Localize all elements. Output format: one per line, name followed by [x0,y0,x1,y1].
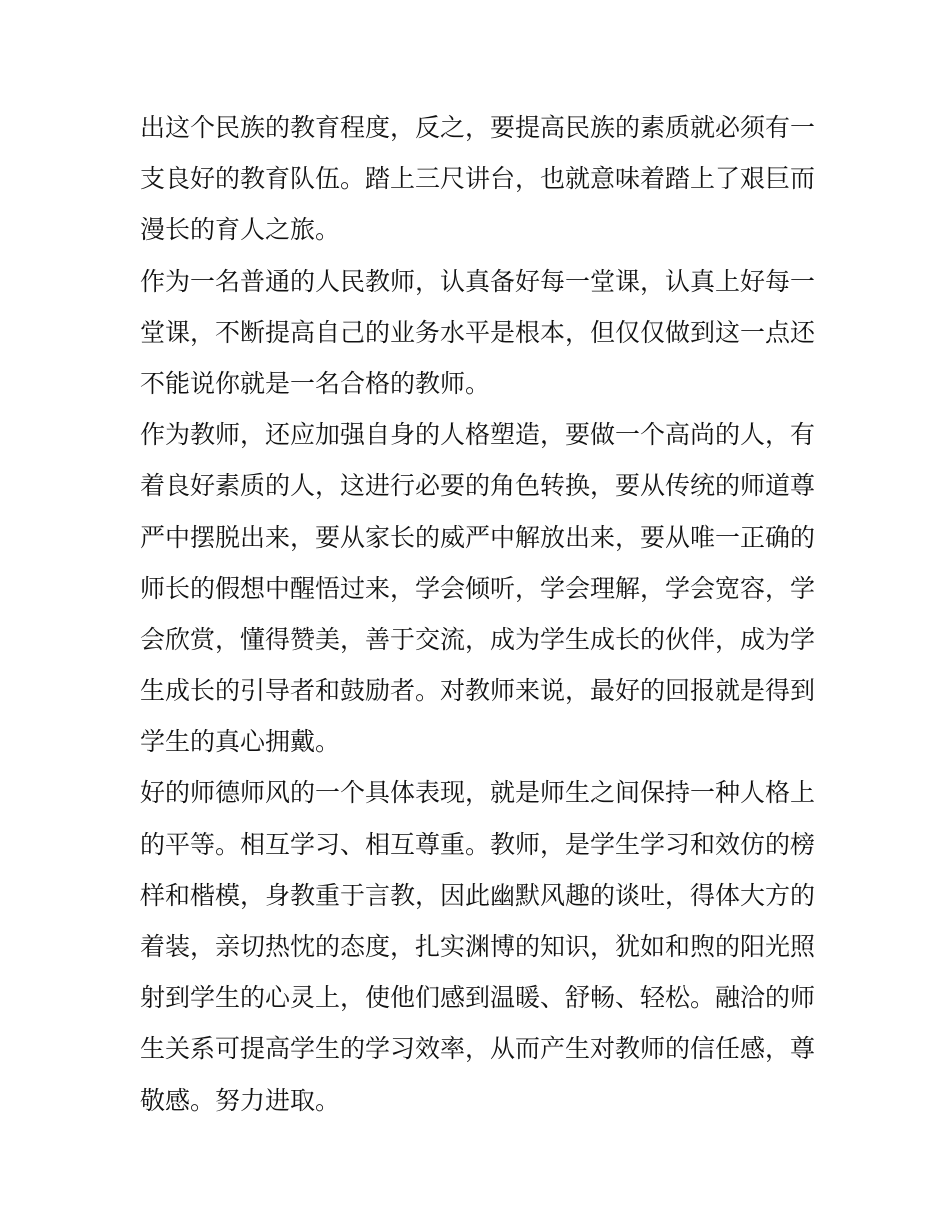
text-line: 师长的假想中醒悟过来，学会倾听，学会理解，学会宽容，学 [140,573,816,603]
text-line: 会欣赏，懂得赞美，善于交流，成为学生成长的伙伴，成为学 [140,624,816,654]
paragraph-2 [140,256,816,410]
text-line: 射到学生的心灵上，使他们感到温暖、舒畅、轻松。融洽的师 [140,983,816,1013]
text-line: 好的师德师风的一个具体表现，就是师生之间保持一种人格上 [140,778,816,808]
text-line: 作为一名普通的人民教师，认真备好每一堂课，认真上好每一 [140,266,816,296]
text-line: 的平等。相互学习、相互尊重。教师，是学生学习和效仿的榜 [140,829,816,859]
text-line: 支良好的教育队伍。踏上三尺讲台，也就意味着踏上了艰巨而 [140,164,816,194]
text-line: 严中摆脱出来，要从家长的威严中解放出来，要从唯一正确的 [140,522,816,552]
text-line: 着良好素质的人，这进行必要的角色转换，要从传统的师道尊 [140,471,816,501]
text-line: 出这个民族的教育程度，反之，要提高民族的素质就必须有一 [140,113,816,142]
text-line: 样和楷模，身教重于言教，因此幽默风趣的谈吐，得体大方的 [140,880,816,910]
text-line: 学生的真心拥戴。 [140,727,341,757]
paragraph-3 [140,409,816,767]
text-line: 生成长的引导者和鼓励者。对教师来说，最好的回报就是得到 [140,676,816,706]
paragraph-1 [140,102,816,256]
text-line: 作为教师，还应加强自身的人格塑造，要做一个高尚的人，有 [140,420,816,450]
text-line: 敬感。努力进取。 [140,1085,341,1115]
text-line: 漫长的育人之旅。 [140,215,341,245]
text-line: 堂课，不断提高自己的业务水平是根本，但仅仅做到这一点还 [140,317,816,347]
text-line: 不能说你就是一名合格的教师。 [140,368,491,398]
text-line: 着装，亲切热忱的态度，扎实渊博的知识，犹如和煦的阳光照 [140,932,816,961]
text-line: 生关系可提高学生的学习效率，从而产生对教师的信任感，尊 [140,1034,816,1064]
paragraph-4 [140,767,816,1125]
document-body [140,102,816,1126]
